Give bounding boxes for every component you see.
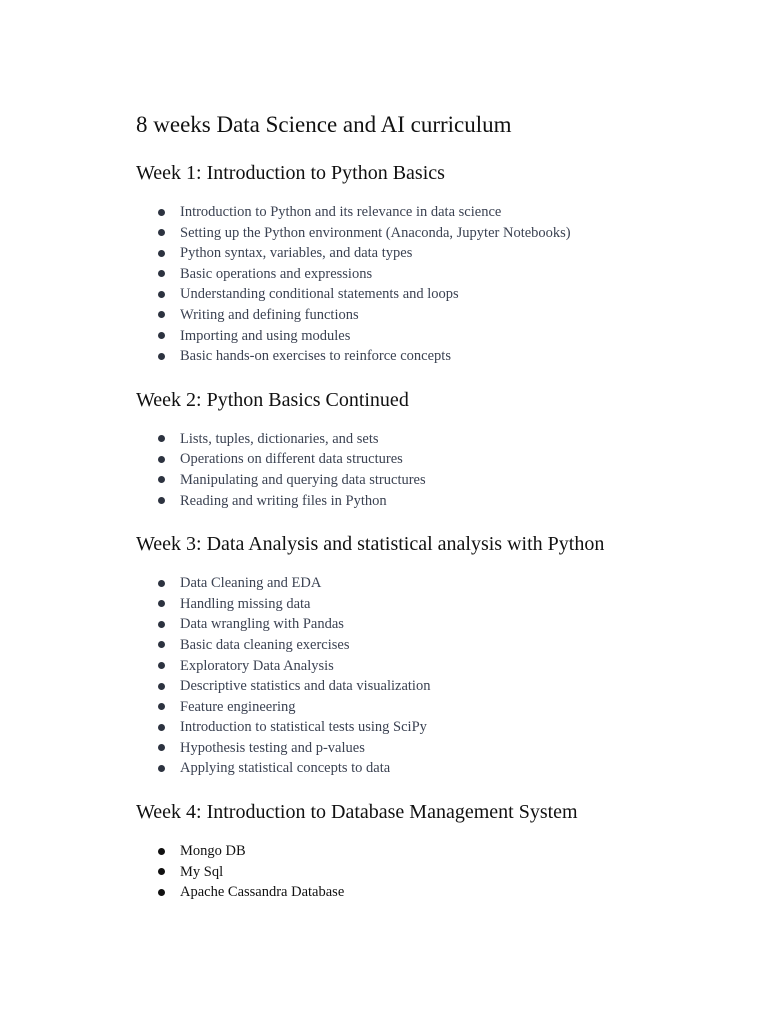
list-item bbox=[136, 573, 736, 594]
list-item bbox=[136, 429, 736, 450]
week-2-section bbox=[136, 387, 736, 511]
list-item-text: Descriptive statistics and data visualization bbox=[180, 678, 431, 695]
week-3-heading: Week 3: Data Analysis and statistical analysis with Python bbox=[136, 533, 605, 556]
bullet-icon bbox=[158, 456, 165, 463]
list-item bbox=[136, 594, 736, 615]
week-1-list bbox=[136, 202, 736, 367]
list-item-text: Operations on different data structures bbox=[180, 451, 403, 468]
week-4-list bbox=[136, 841, 736, 903]
list-item bbox=[136, 862, 736, 883]
list-item-text: Data Cleaning and EDA bbox=[180, 575, 322, 592]
list-item bbox=[136, 284, 736, 305]
bullet-icon bbox=[158, 209, 165, 216]
list-item bbox=[136, 882, 736, 903]
list-item-text: Reading and writing files in Python bbox=[180, 492, 387, 509]
bullet-icon bbox=[158, 476, 165, 483]
bullet-icon bbox=[158, 848, 165, 855]
bullet-icon bbox=[158, 683, 165, 690]
list-item-text: Basic hands-on exercises to reinforce concepts bbox=[180, 348, 451, 365]
list-item bbox=[136, 676, 736, 697]
list-item bbox=[136, 470, 736, 491]
list-item-text: Introduction to statistical tests using SciPy bbox=[180, 719, 427, 736]
list-item bbox=[136, 449, 736, 470]
list-item-text: Importing and using modules bbox=[180, 327, 351, 344]
bullet-icon bbox=[158, 229, 165, 236]
list-item-text: Manipulating and querying data structures bbox=[180, 471, 426, 488]
week-2-heading: Week 2: Python Basics Continued bbox=[136, 388, 409, 411]
document-title: 8 weeks Data Science and AI curriculum bbox=[136, 112, 512, 137]
bullet-icon bbox=[158, 868, 165, 875]
list-item bbox=[136, 326, 736, 347]
week-1-heading: Week 1: Introduction to Python Basics bbox=[136, 162, 445, 184]
list-item bbox=[136, 738, 736, 759]
list-item-text: Exploratory Data Analysis bbox=[180, 657, 334, 674]
bullet-icon bbox=[158, 662, 165, 669]
list-item bbox=[136, 635, 736, 656]
week-1-section bbox=[136, 160, 736, 367]
list-item-text: Writing and defining functions bbox=[180, 306, 359, 323]
list-item bbox=[136, 841, 736, 862]
list-item-text: Applying statistical concepts to data bbox=[180, 760, 391, 777]
bullet-icon bbox=[158, 621, 165, 628]
list-item-text: My Sql bbox=[180, 863, 224, 880]
list-item bbox=[136, 656, 736, 677]
list-item bbox=[136, 305, 736, 326]
list-item-text: Feature engineering bbox=[180, 698, 296, 715]
bullet-icon bbox=[158, 641, 165, 648]
week-4-section bbox=[136, 799, 736, 903]
bullet-icon bbox=[158, 332, 165, 339]
bullet-icon bbox=[158, 600, 165, 607]
bullet-icon bbox=[158, 724, 165, 731]
list-item-text: Handling missing data bbox=[180, 595, 311, 612]
week-4-heading: Week 4: Introduction to Database Management System bbox=[136, 801, 578, 824]
bullet-icon bbox=[158, 311, 165, 318]
week-3-list bbox=[136, 573, 736, 779]
week-2-list bbox=[136, 429, 736, 511]
list-item-text: Mongo DB bbox=[180, 843, 246, 860]
bullet-icon bbox=[158, 497, 165, 504]
list-item-text: Python syntax, variables, and data types bbox=[180, 245, 413, 262]
list-item bbox=[136, 717, 736, 738]
bullet-icon bbox=[158, 353, 165, 360]
bullet-icon bbox=[158, 703, 165, 710]
list-item-text: Basic data cleaning exercises bbox=[180, 636, 350, 653]
list-item-text: Introduction to Python and its relevance in data science bbox=[180, 204, 502, 220]
document-page bbox=[136, 110, 736, 923]
list-item bbox=[136, 614, 736, 635]
bullet-icon bbox=[158, 270, 165, 277]
list-item bbox=[136, 202, 736, 223]
list-item bbox=[136, 697, 736, 718]
bullet-icon bbox=[158, 435, 165, 442]
list-item bbox=[136, 758, 736, 779]
list-item-text: Basic operations and expressions bbox=[180, 265, 373, 282]
list-item-text: Apache Cassandra Database bbox=[180, 884, 345, 901]
week-3-section bbox=[136, 531, 736, 779]
list-item-text: Setting up the Python environment (Anaconda, Jupyter Notebooks) bbox=[180, 224, 571, 241]
bullet-icon bbox=[158, 291, 165, 298]
list-item bbox=[136, 264, 736, 285]
bullet-icon bbox=[158, 744, 165, 751]
list-item bbox=[136, 346, 736, 367]
bullet-icon bbox=[158, 889, 165, 896]
bullet-icon bbox=[158, 765, 165, 772]
list-item bbox=[136, 243, 736, 264]
bullet-icon bbox=[158, 250, 165, 257]
bullet-icon bbox=[158, 580, 165, 587]
list-item-text: Understanding conditional statements and loops bbox=[180, 286, 459, 303]
list-item bbox=[136, 223, 736, 244]
list-item bbox=[136, 491, 736, 512]
list-item-text: Lists, tuples, dictionaries, and sets bbox=[180, 430, 379, 447]
list-item-text: Hypothesis testing and p-values bbox=[180, 739, 365, 756]
list-item-text: Data wrangling with Pandas bbox=[180, 616, 344, 633]
